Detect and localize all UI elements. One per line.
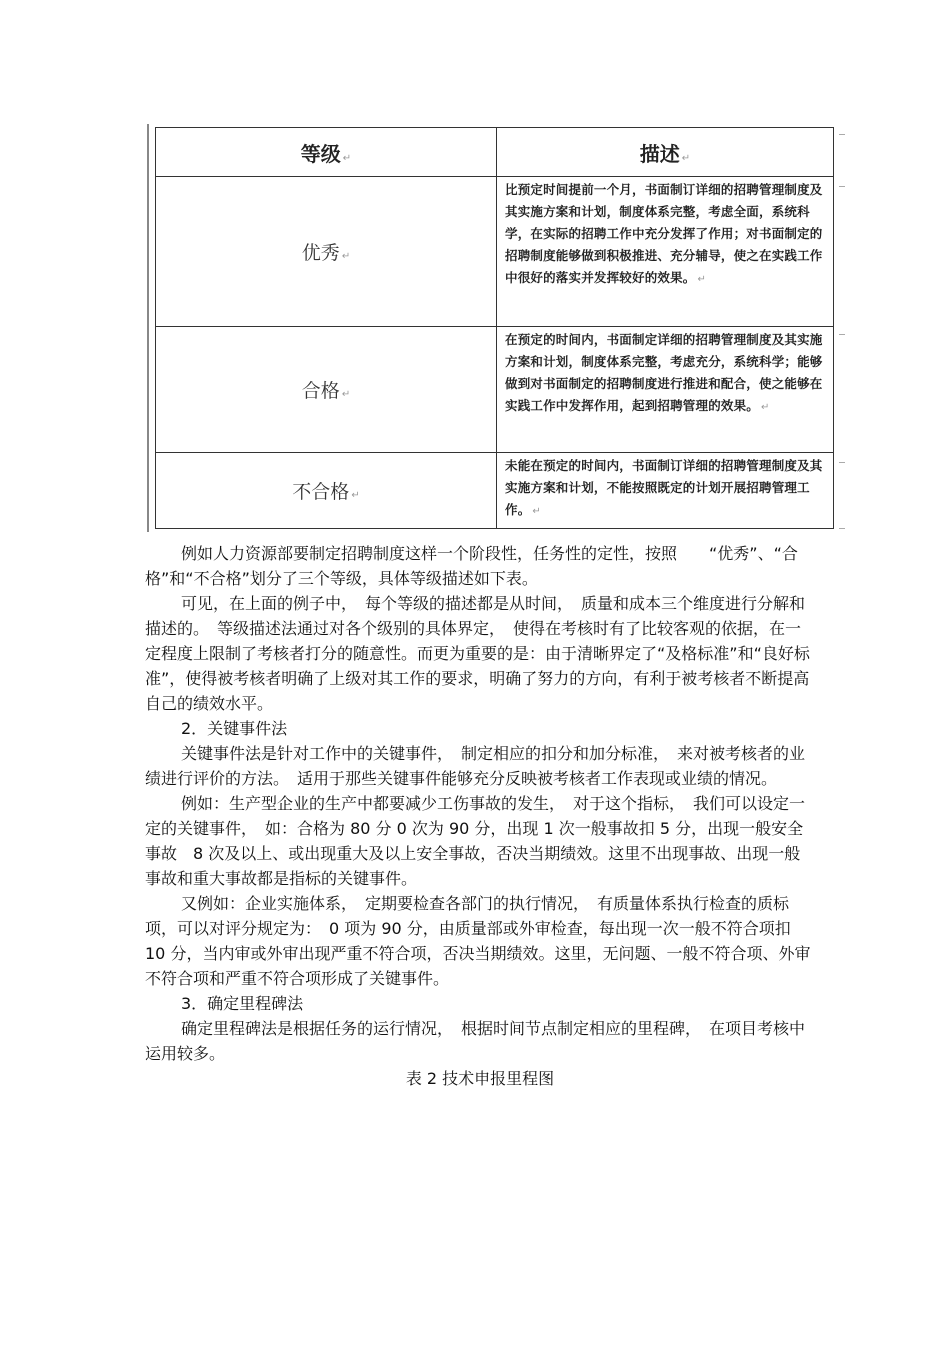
description-cell: 在预定的时间内，书面制定详细的招聘管理制度及其实施方案和计划，制度体系完整，考虑充分，系统科学；能够做到对书面制定的招聘制度进行推进和配合，使之能够在实践工作中发挥作用，起到招聘管理的效果。 ↵ — [497, 327, 834, 453]
paragraph: 确定里程碑法是根据任务的运行情况， 根据时间节点制定相应的里程碑， 在项目考核中运用较多。 — [145, 1019, 806, 1063]
grade-cell: 优秀 ↵ — [156, 177, 497, 327]
table-row — [156, 177, 834, 327]
paragraph: 又例如：企业实施体系， 定期要检查各部门的执行情况， 有质量体系执行检查的质标项，可以对评分规定为： 0 项为 90 分，由质量部或外审检查，每出现一次一般不符合项扣 10 分，当内审或外审出现严重不符合项，否决当期绩效。这里，无问题、一般不符合项、外审不符合项和严重不符合项形成了关键事件。 — [145, 894, 811, 988]
header-description: 描述 ↵ — [497, 128, 834, 177]
paragraph: 关键事件法是针对工作中的关键事件， 制定相应的扣分和加分标准， 来对被考核者的业绩进行评价的方法。 适用于那些关键事件能够充分反映被考核者工作表现或业绩的情况。 — [145, 744, 806, 788]
grade-cell: 合格 ↵ — [156, 327, 497, 453]
paragraph: 例如人力资源部要制定招聘制度这样一个阶段性，任务性的定性，按照 “优秀”、“合格”和“不合格”划分了三个等级，具体等级描述如下表。 — [145, 544, 798, 588]
table-caption: 表 2 技术申报里程图 — [405, 1069, 555, 1088]
paragraph: 例如：生产型企业的生产中都要减少工伤事故的发生， 对于这个指标， 我们可以设定一定的关键事件， 如：合格为 80 分 0 次为 90 分，出现 1 次一般事故扣 5 分，出现一般安全事故 8 次及以上、或出现重大及以上安全事故，否决当期绩效。这里不出现事故、出现一般事故和重大事故都是指标的关键事件。 — [145, 794, 806, 888]
table-header-row — [156, 128, 834, 177]
left-border-rule — [147, 124, 149, 532]
description-cell: 比预定时间提前一个月，书面制订详细的招聘管理制度及其实施方案和计划，制度体系完整，考虑全面，系统科学，在实际的招聘工作中充分发挥了作用；对书面制定的招聘制度能够做到积极推进、充分辅导，使之在实践工作中很好的落实并发挥较好的效果。 ↵ — [497, 177, 834, 327]
table-row — [156, 327, 834, 453]
section-heading: 2．关键事件法 — [181, 719, 288, 738]
row-end-mark — [839, 134, 845, 135]
description-cell: 未能在预定的时间内，书面制订详细的招聘管理制度及其实施方案和计划，不能按照既定的计划开展招聘管理工作。 ↵ — [497, 453, 834, 529]
table-row — [156, 453, 834, 529]
grade-description-table — [155, 127, 834, 529]
grade-description-table-image — [147, 124, 845, 532]
header-grade: 等级 ↵ — [156, 128, 497, 177]
section-heading: 3．确定里程碑法 — [181, 994, 304, 1013]
grade-cell: 不合格 ↵ — [156, 453, 497, 529]
row-end-mark — [839, 186, 845, 187]
row-end-mark — [839, 528, 845, 529]
paragraph: 可见，在上面的例子中， 每个等级的描述都是从时间， 质量和成本三个维度进行分解和描述的。 等级描述法通过对各个级别的具体界定， 使得在考核时有了比较客观的依据，在一定程度上限制了考核者打分的随意性。而更为重要的是：由于清晰界定了“及格标准”和“良好标准”，使得被考核者明确了上级对其工作的要求，明确了努力的方向，有利于被考核者不断提高自己的绩效水平。 — [145, 594, 810, 713]
body-text — [145, 541, 815, 1091]
row-end-mark — [839, 334, 845, 335]
row-end-mark — [839, 462, 845, 463]
